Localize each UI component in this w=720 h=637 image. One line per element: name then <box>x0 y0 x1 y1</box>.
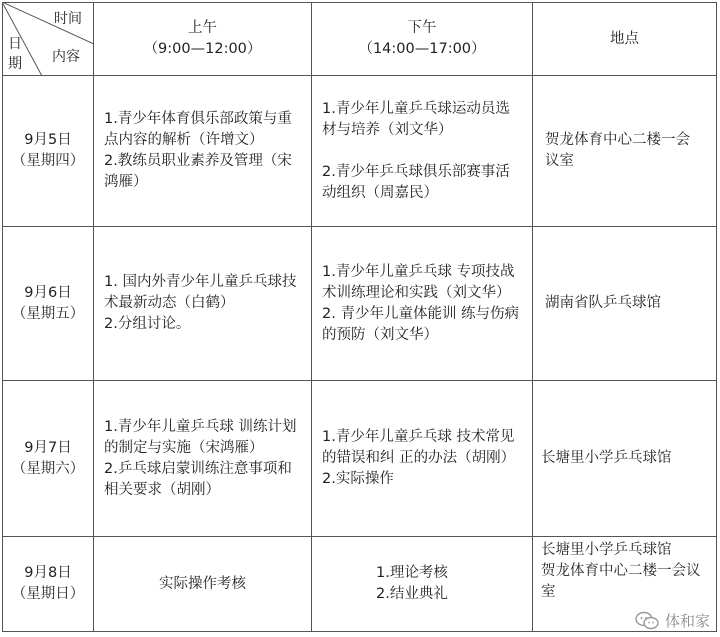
row1-morning: 1.青少年体育俱乐部政策与重点内容的解析（许增文） 2.教练员职业素养及管理（宋鸿雁） <box>104 111 292 190</box>
row1-afternoon: 1.青少年儿童乒乓球运动员选材与培养（刘文华） 2.青少年乒乓球俱乐部赛事活动组织（周嘉民） <box>322 100 510 201</box>
border-right <box>716 2 717 632</box>
wechat-icon <box>635 611 659 631</box>
header-afternoon: 下午 （14:00—17:00） <box>358 20 486 57</box>
row4-afternoon: 1.理论考核 2.结业典礼 <box>376 565 448 602</box>
row2-date: 9月6日 （星期五） <box>11 284 85 322</box>
row2-afternoon: 1.青少年儿童乒乓球 专项技战术训练理论和实践（刘文华） 2. 青少年儿童体能训 练与伤病的预防（刘文华） <box>322 263 520 343</box>
row3-morning: 1.青少年儿童乒乓球 训练计划的制定与实施（宋鸿雁） 2.乒乓球启蒙训练注意事项和相关要求（胡刚） <box>104 418 297 498</box>
watermark <box>635 610 710 631</box>
border-bottom <box>2 631 717 632</box>
row4-location: 长塘里小学乒乓球馆 贺龙体育中心二楼一会议室 <box>541 541 701 600</box>
watermark-text: 体和家 <box>664 612 710 630</box>
row2-morning: 1. 国内外青少年儿童乒乓球技术最新动态（白鹤） 2.分组讨论。 <box>104 274 297 332</box>
row2-location: 湖南省队乒乓球馆 <box>545 295 661 311</box>
row1-location: 贺龙体育中心二楼一会议室 <box>545 132 690 169</box>
corner-date-label: 日 期 <box>8 36 22 72</box>
row3-afternoon: 1.青少年儿童乒乓球 技术常见的错误和纠 正的办法（胡刚） 2.实际操作 <box>322 429 516 487</box>
header-location: 地点 <box>610 30 639 47</box>
row3-location: 长塘里小学乒乓球馆 <box>541 450 672 466</box>
schedule-table <box>2 2 717 632</box>
row1-date: 9月5日 （星期四） <box>11 132 85 169</box>
row3-date: 9月7日 （星期六） <box>11 439 85 477</box>
row4-date: 9月8日 （星期日） <box>11 565 85 602</box>
corner-time-label: 时间 <box>54 11 82 27</box>
header-morning: 上午 （9:00—12:00） <box>143 20 262 57</box>
corner-content-label: 内容 <box>52 49 80 65</box>
row4-morning: 实际操作考核 <box>159 575 246 592</box>
